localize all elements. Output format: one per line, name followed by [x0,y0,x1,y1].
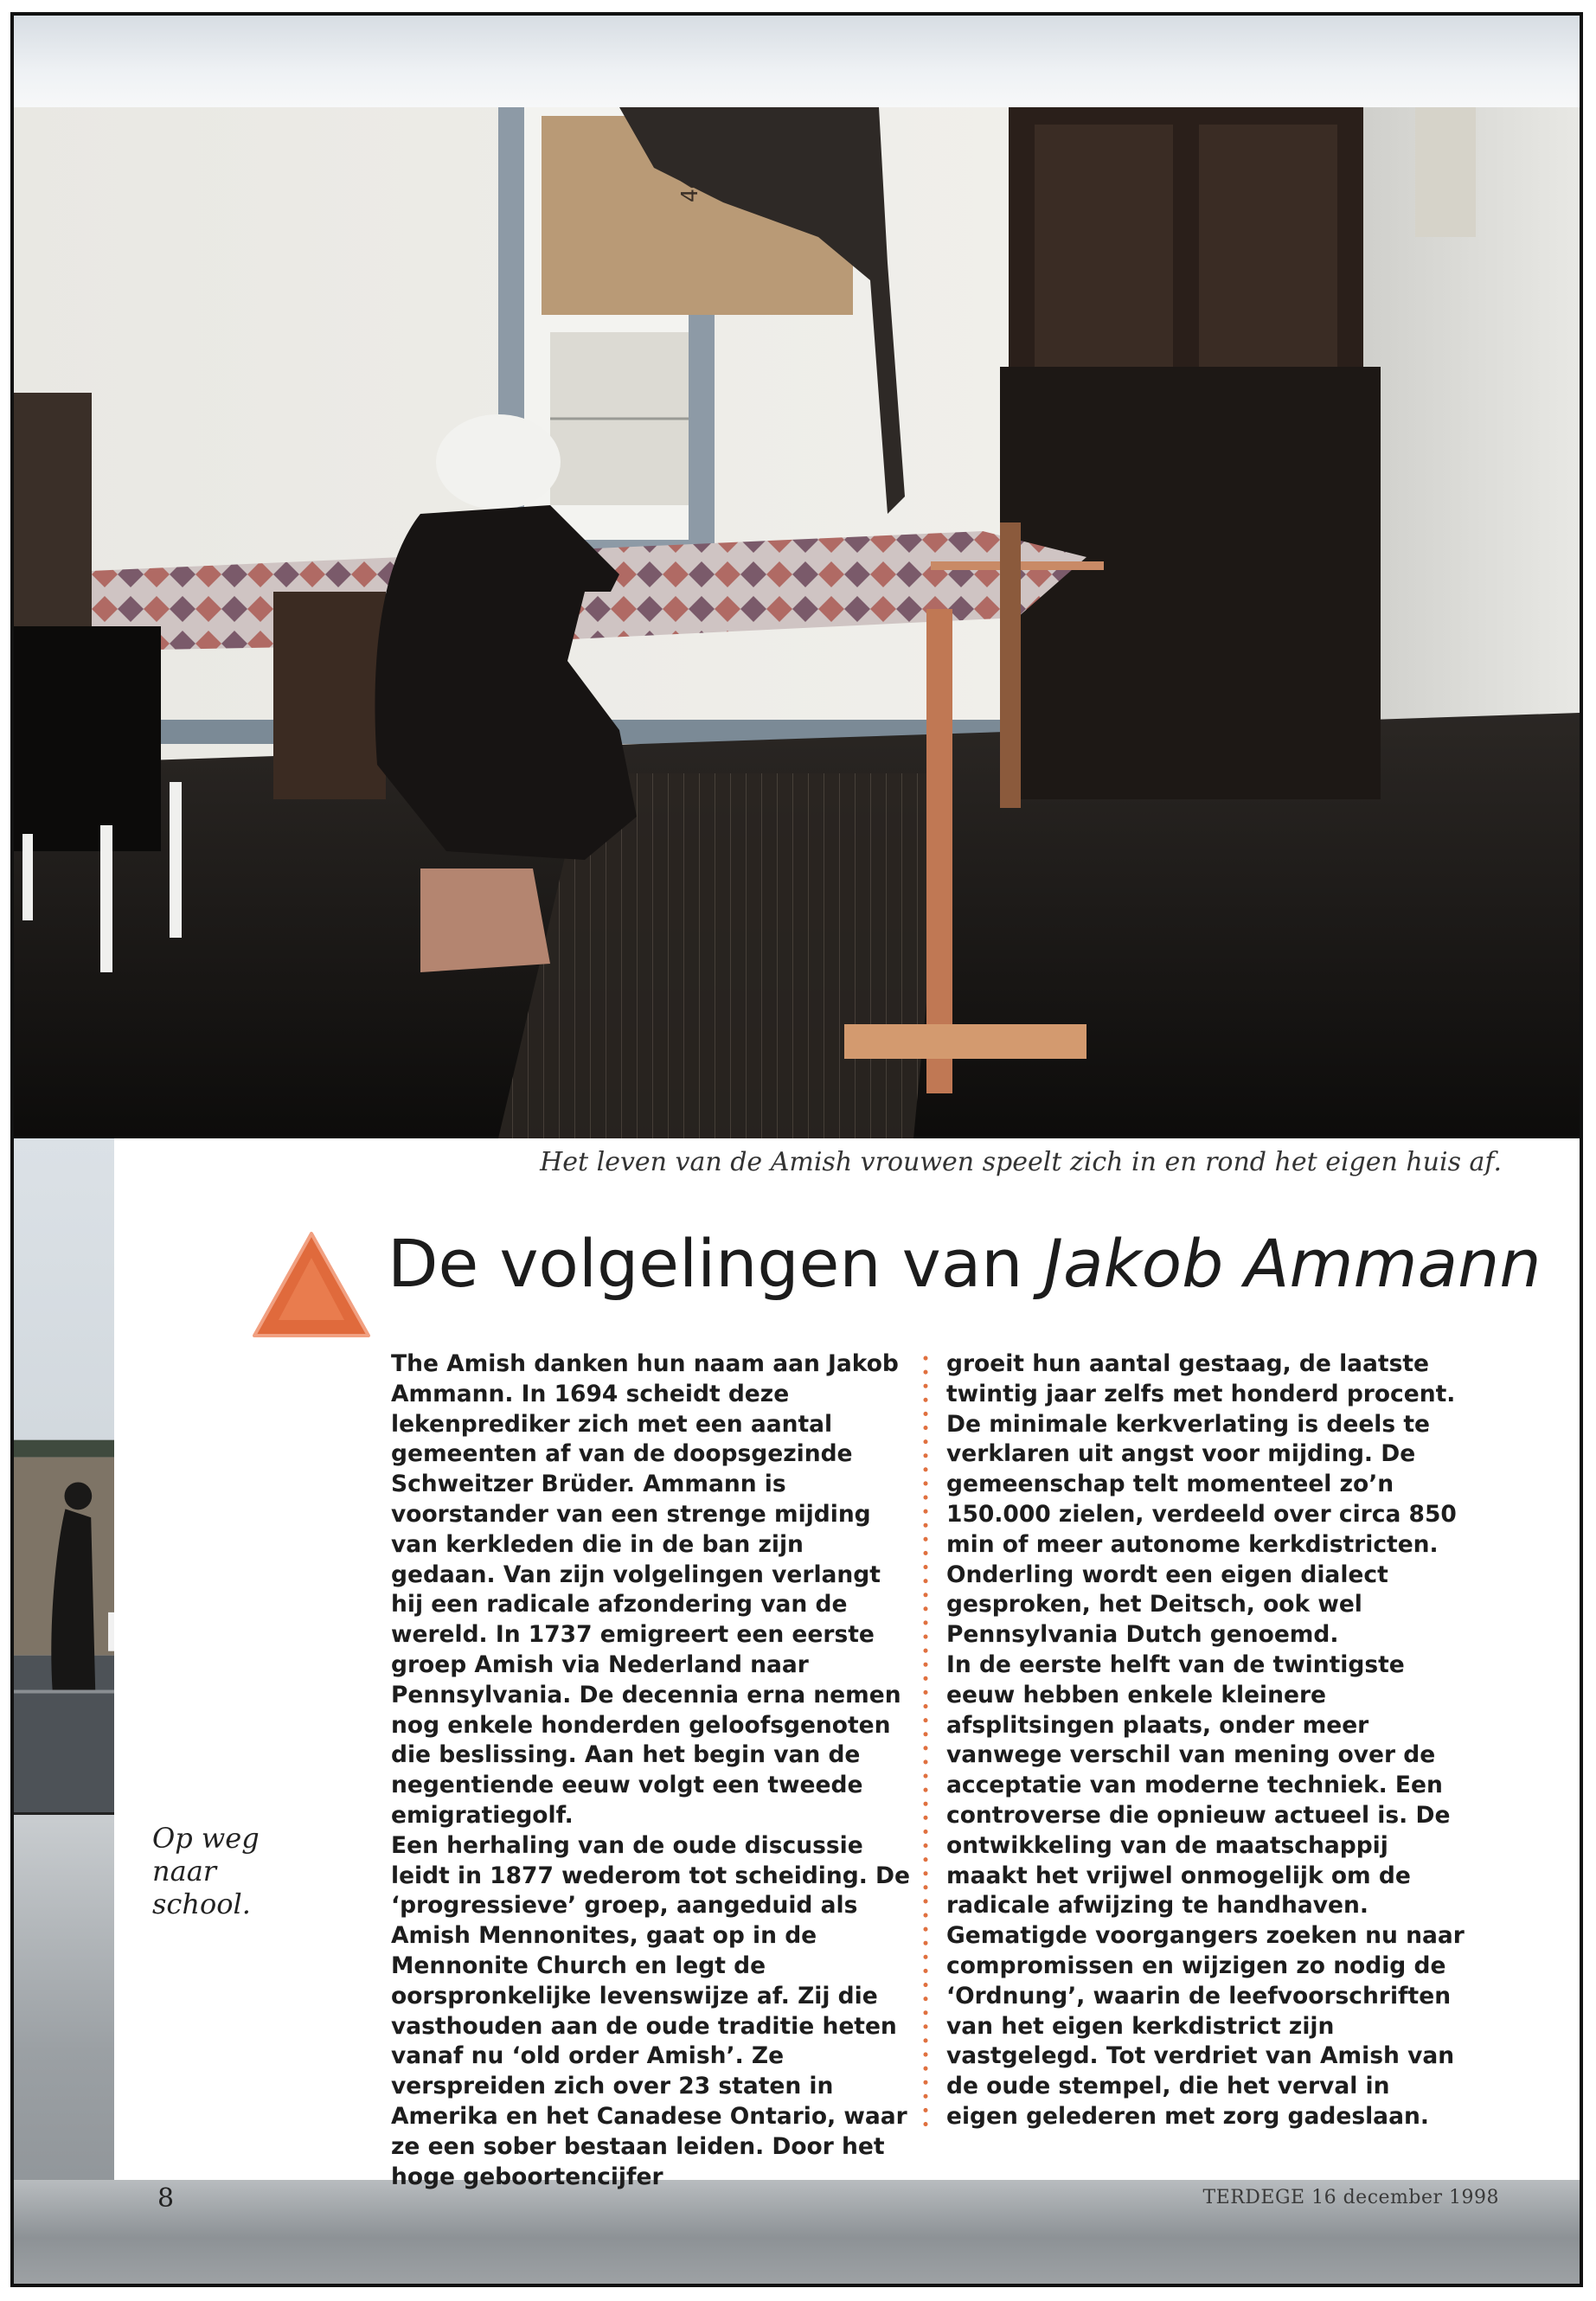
column1-paragraph-2: Een herhaling van de oude discussie leidt in 1877 wederom tot scheiding. De ‘progressieve’ groep, aangeduid als Amish Mennonites, gaat op in de Mennonite Church en legt de oorspronkelijke levenswijze af. Zij die vasthouden aan de oude traditie heten vanaf nu ‘old order Amish’. Ze verspreiden zich over 23 staten in Amerika en het Canadese Ontario, waar ze een sober bestaan leiden. Door het hoge geboortencijfer [391,1831,910,2190]
page-border [10,12,1583,2287]
column2-paragraph-2: In de eerste helft van de twintigste eeuw hebben enkele kleinere afsplitsingen plaats, onder meer vanwege verschil van mening over de acceptatie van moderne techniek. Een controverse die opnieuw actueel is. De ontwikkeling van de maatschappij maakt het vrijwel onmogelijk om de radicale afwijzing te handhaven. Gematigde voorgangers zoeken nu naar compromissen en wijzigen zo nodig de ‘Ordnung’, waarin de leefvoorschriften van het eigen kerkdistrict zijn vastgelegd. Tot verdriet van Amish van de oude stempel, die het verval in eigen gelederen met zorg gadeslaan. [946,1650,1465,2130]
page-number: 8 [157,2183,175,2214]
main-photo-caption: Het leven van de Amish vrouwen speelt zich in en rond het eigen huis af. [540,1147,1502,1177]
side-caption-line2: school. [152,1888,251,1920]
column2-paragraph-1: groeit hun aantal gestaag, de laatste twintig jaar zelfs met honderd procent. De minimale kerkverlating is deels te verklaren uit angst voor mijding. De gemeenschap telt momenteel zo’n 150.000 zielen, verdeeld over circa 850 min of meer autonome kerkdistricten. Onderling wordt een eigen dialect gesproken, het Deitsch, ook wel Pennsylvania Dutch genoemd. [946,1350,1457,1649]
headline-italic: Jakob Ammann [1043,1225,1542,1302]
headline-regular: De volgelingen van [388,1225,1044,1302]
publication-footer: TERDEGE 16 december 1998 [1202,2187,1499,2208]
side-caption-line1: Op weg naar [152,1822,260,1888]
column1-paragraph-1: The Amish danken hun naam aan Jakob Ammann. In 1694 scheidt deze lekenprediker zich met een aantal gemeenten af van de doopsgezinde Schweitzer Brüder. Ammann is voorstander van een strenge mijding van kerkleden die in de ban zijn gedaan. Van zijn volgelingen verlangt hij een radicale afzondering van de wereld. In 1737 emigreert een eerste groep Amish via Nederland naar Pennsylvania. De decennia erna nemen nog enkele honderden geloofsgenoten die beslissing. Aan het begin van de negentiende eeuw volgt een tweede emigratiegolf. [391,1350,901,1829]
